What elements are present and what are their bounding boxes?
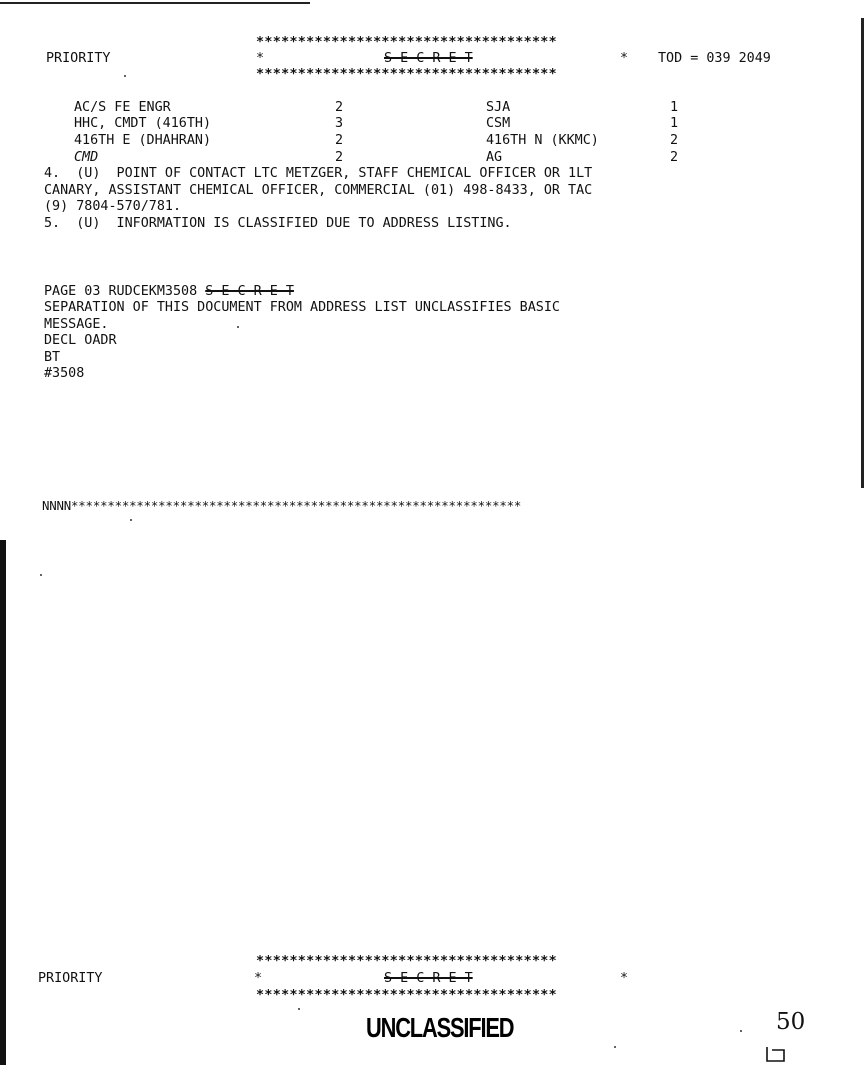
- distribution-left-count: 3: [335, 116, 344, 131]
- header-star-right: *: [620, 51, 629, 66]
- distribution-row: [0, 100, 864, 116]
- footer-stars-bottom: ************************************: [256, 988, 558, 1003]
- page-header-classification: S-E-C-R-E-T: [205, 284, 294, 299]
- distribution-right-name: SJA: [486, 100, 511, 115]
- distribution-left-name: 416TH E (DHAHRAN): [74, 133, 212, 148]
- header-stars-bottom: ************************************: [256, 67, 558, 82]
- distribution-row: [0, 150, 864, 166]
- footer-stars-top: ************************************: [256, 954, 558, 969]
- scan-speck: [237, 326, 239, 328]
- page-header: [44, 284, 294, 301]
- distribution-right-count: 1: [670, 116, 679, 131]
- unclassified-stamp: UNCLASSIFIED: [366, 1012, 514, 1043]
- header-tod: TOD = 039 2049: [658, 51, 771, 66]
- page-number: 50: [776, 1009, 806, 1035]
- footer-star-left: *: [254, 971, 263, 986]
- header-star-left: *: [256, 51, 265, 66]
- page-header-prefix: PAGE 03 RUDCEKM3508: [44, 284, 206, 299]
- end-of-message-line: NNNN**************************************************************: [42, 498, 522, 513]
- distribution-left-name: CMD: [74, 150, 99, 165]
- distribution-left-count: 2: [335, 150, 344, 165]
- footer-precedence: PRIORITY: [38, 971, 103, 986]
- trailer-line: BT: [44, 350, 61, 365]
- distribution-left-count: 2: [335, 133, 344, 148]
- trailer-line: SEPARATION OF THIS DOCUMENT FROM ADDRESS LIST UNCLASSIFIES BASIC: [44, 300, 560, 315]
- distribution-row: [0, 133, 864, 149]
- scan-speck: [40, 574, 42, 576]
- body-line: 4. (U) POINT OF CONTACT LTC METZGER, STAFF CHEMICAL OFFICER OR 1LT: [44, 166, 593, 181]
- footer-star-right: *: [620, 971, 629, 986]
- distribution-right-name: 416TH N (KKMC): [486, 133, 599, 148]
- box-mark-icon: [764, 1045, 786, 1063]
- footer-classification: S-E-C-R-E-T: [384, 971, 473, 986]
- distribution-row: [0, 116, 864, 132]
- body-line: (9) 7804-570/781.: [44, 199, 182, 214]
- header-stars-top: ************************************: [256, 35, 558, 50]
- header-precedence: PRIORITY: [46, 51, 111, 66]
- header-classification: S-E-C-R-E-T: [384, 51, 473, 66]
- distribution-left-count: 2: [335, 100, 344, 115]
- distribution-right-count: 1: [670, 100, 679, 115]
- scan-speck: [740, 1030, 742, 1032]
- scan-speck: [130, 519, 132, 521]
- distribution-left-name: AC/S FE ENGR: [74, 100, 171, 115]
- left-scan-edge: [0, 540, 6, 1065]
- distribution-right-count: 2: [670, 150, 679, 165]
- scan-speck: [124, 75, 126, 77]
- body-line: CANARY, ASSISTANT CHEMICAL OFFICER, COMMERCIAL (01) 498-8433, OR TAC: [44, 183, 593, 198]
- scan-speck: [614, 1046, 616, 1048]
- distribution-left-name: HHC, CMDT (416TH): [74, 116, 212, 131]
- top-scan-rule: [0, 2, 310, 4]
- distribution-right-name: CSM: [486, 116, 511, 131]
- scan-speck: [298, 1008, 300, 1010]
- trailer-line: #3508: [44, 366, 85, 381]
- distribution-right-name: AG: [486, 150, 503, 165]
- trailer-line: DECL OADR: [44, 333, 117, 348]
- distribution-right-count: 2: [670, 133, 679, 148]
- trailer-line: MESSAGE.: [44, 317, 109, 332]
- body-line: 5. (U) INFORMATION IS CLASSIFIED DUE TO ADDRESS LISTING.: [44, 216, 512, 231]
